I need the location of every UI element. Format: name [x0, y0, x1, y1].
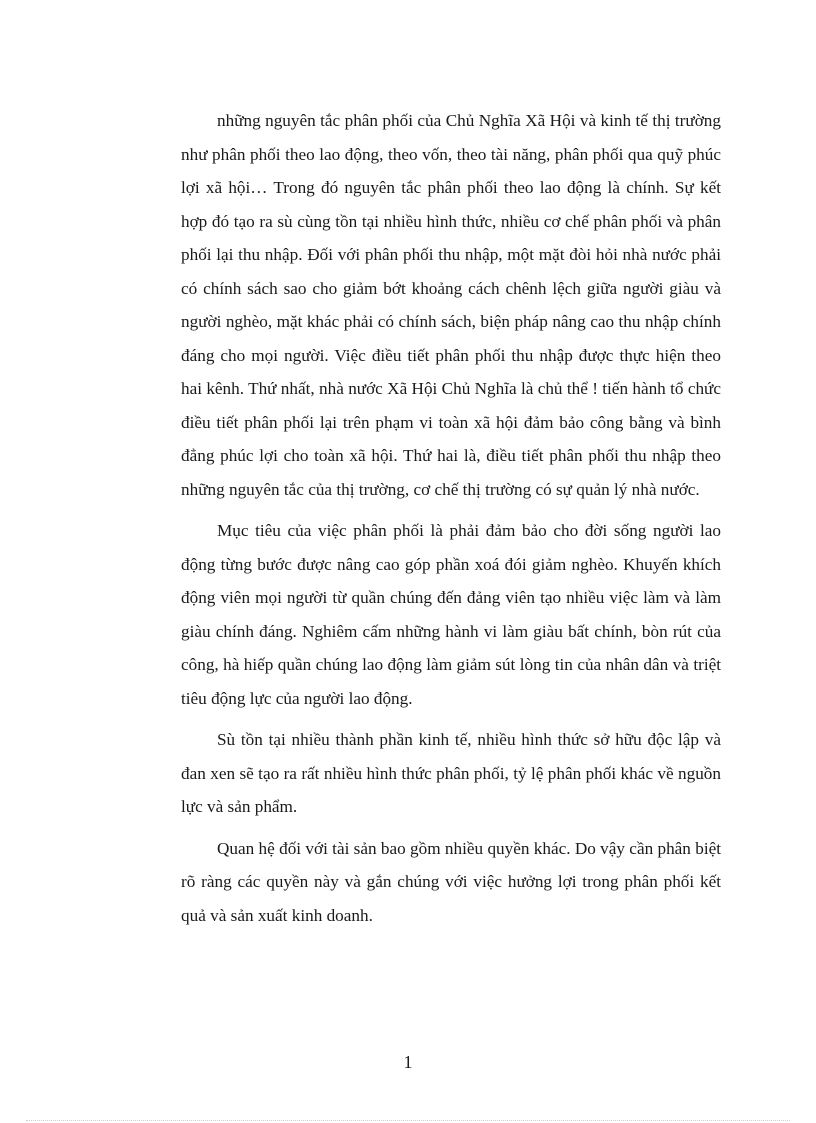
page-bottom-divider — [26, 1120, 790, 1121]
paragraph-3: Sù tồn tại nhiều thành phần kinh tế, nhiều hình thức sở hữu độc lập và đan xen sẽ tạo ra rất nhiều hình thức phân phối, tỷ lệ phân phối khác về nguồn lực và sản phẩm. — [181, 730, 721, 816]
body-text — [181, 104, 721, 940]
paragraph-1: những nguyên tắc phân phối của Chủ Nghĩa Xã Hội và kinh tế thị trường như phân phối theo lao động, theo vốn, theo tài năng, phân phối qua quỹ phúc lợi xã hội… Trong đó nguyên tắc phân phối theo lao động là chính. Sự kết hợp đó tạo ra sù cùng tồn tại nhiều hình thức, nhiều cơ chế phân phối và phân phối lại thu nhập. Đối với phân phối thu nhập, một mặt đòi hỏi nhà nước phải có chính sách sao cho giảm bớt khoảng cách chênh lệch giữa người giàu và người nghèo, mặt khác phải có chính sách, biện pháp nâng cao thu nhập chính đáng cho mọi người. Việc điều tiết phân phối thu nhập được thực hiện theo hai kênh. Thứ nhất, nhà nước Xã Hội Chủ Nghĩa là chủ thể ! tiến hành tổ chức điều tiết phân phối lại trên phạm vi toàn xã hội đảm bảo công bằng và bình đẳng phúc lợi cho toàn xã hội. Thứ hai là, điều tiết phân phối thu nhập theo những nguyên tắc của thị trường, cơ chế thị trường có sự quản lý nhà nước. — [181, 111, 721, 499]
page-number: 1 — [403, 1052, 413, 1072]
paragraph-4: Quan hệ đối với tài sản bao gồm nhiều quyền khác. Do vậy cần phân biệt rõ ràng các quyền này và gắn chúng với việc hưởng lợi trong phân phối kết quả và sản xuất kinh doanh. — [181, 838, 721, 925]
paragraph-2: Mục tiêu của việc phân phối là phải đảm bảo cho đời sống người lao động từng bước được nâng cao góp phần xoá đói giảm nghèo. Khuyến khích động viên mọi người từ quần chúng đến đảng viên tạo nhiều việc làm và làm giàu chính đáng. Nghiêm cấm những hành vi làm giàu bất chính, bòn rút của công, hà hiếp quần chúng lao động làm giảm sút lòng tin của nhân dân và triệt tiêu động lực của người lao động. — [181, 521, 721, 708]
